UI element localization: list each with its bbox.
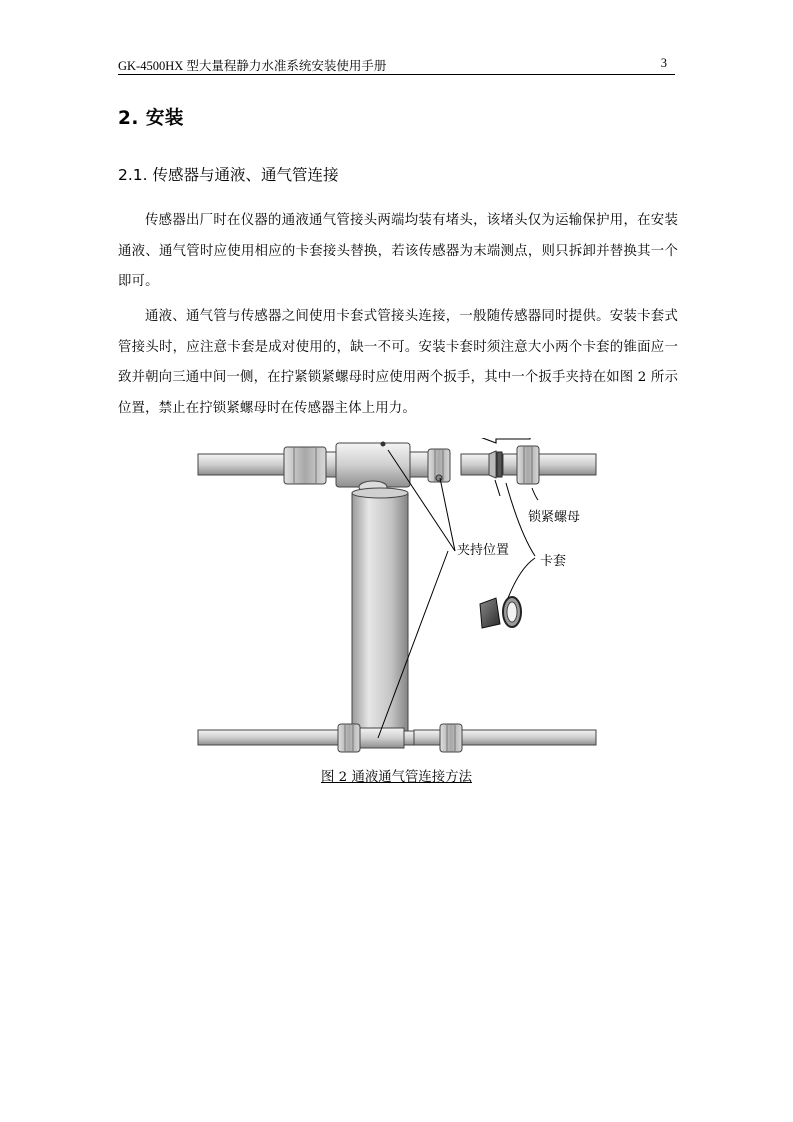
top-right-pipe [538, 454, 596, 475]
top-left-pipe [198, 454, 284, 475]
loose-fitting [461, 451, 517, 478]
bottom-right-fitting [414, 724, 462, 752]
ferrule-label: 卡套 [540, 554, 567, 569]
paragraph-1: 传感器出厂时在仪器的通液通气管接头两端均装有堵头，该堵头仅为运输保护用，在安装通液、通气管时应使用相应的卡套接头替换，若该传感器为末端测点，则只拆卸并替换其一个即可。 [118, 213, 678, 289]
lock-nut-label: 锁紧螺母 [528, 510, 581, 525]
figure-caption-text: 图 2 通液通气管连接方法 [321, 770, 472, 785]
tee-fitting [326, 442, 430, 494]
section-title: 2. 安装 [118, 108, 184, 129]
bottom-left-pipe [198, 730, 338, 745]
arrow-left-icon [480, 438, 530, 443]
top-left-nut [284, 447, 326, 484]
lock-nut [517, 446, 539, 484]
paragraph-2: 通液、通气管与传感器之间使用卡套式管接头连接，一般随传感器同时提供。安装卡套式管接头时，应注意卡套是成对使用的，缺一不可。安装卡套时须注意大小两个卡套的锥面应一致并朝向三通中间一侧，在拧紧锁紧螺母时应使用两个扳手，其中一个扳手夹持在如图 2 所示位置，禁止在拧锁紧螺母时在传感器主体上用力。 [118, 309, 678, 416]
page-number: 3 [660, 56, 667, 70]
bottom-left-nut [338, 724, 360, 752]
clamp-position-label: 夹持位置 [457, 543, 510, 558]
subsection-title: 2.1. 传感器与通液、通气管连接 [118, 166, 339, 184]
bottom-right-pipe [462, 730, 596, 745]
page-header [118, 56, 675, 75]
tee-right-nut [428, 449, 450, 482]
sensor-body [352, 488, 408, 731]
connection-diagram [190, 438, 610, 763]
ferrule-pair [480, 597, 521, 628]
document-title: GK-4500HX 型大量程静力水准系统安装使用手册 [118, 59, 387, 73]
bottom-tee [360, 728, 414, 748]
figure-caption [0, 766, 793, 785]
